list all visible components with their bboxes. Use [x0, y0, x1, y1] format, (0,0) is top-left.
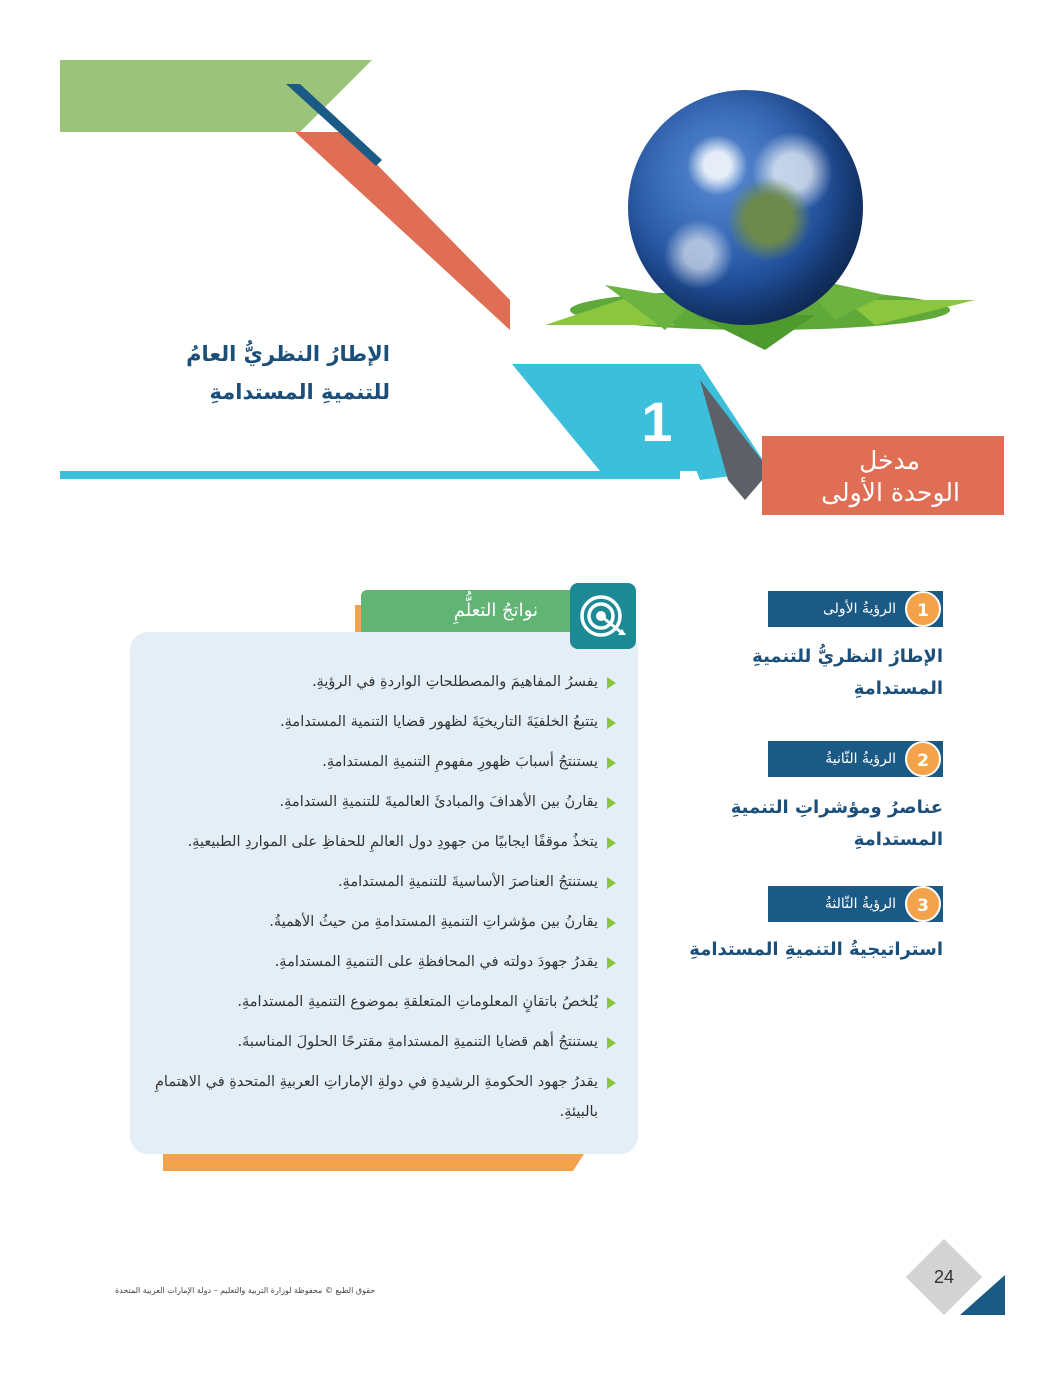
outcome-item: يستنتجُ أهم قضايا التنميةِ المستدامةِ مقترحًا الحلولَ المناسبةَ.: [152, 1022, 616, 1062]
unit-title-line2: للتنميةِ المستدامةِ: [209, 380, 390, 404]
outcome-item: يتتبعُ الخلفيَةَ التاريخيَةَ لظهور قضايا التنمية المستدامةِ.: [152, 702, 616, 742]
earth-icon: [628, 90, 863, 325]
outcomes-list: [152, 662, 616, 1127]
vision-3-label: الرؤيةُ الثّالثةُ: [824, 896, 896, 912]
orange-diagonal-stripe: [295, 132, 510, 330]
target-icon: [578, 591, 628, 641]
vision-1-number: 1: [905, 591, 941, 627]
outcome-item: يقارنُ بين الأهدافَ والمبادئَ العالميةَ للتنميةِ الستدامةِ.: [152, 782, 616, 822]
unit-label-box: [762, 436, 1004, 515]
unit-number: 1: [641, 390, 673, 453]
unit-title-line1: الإطارُ النظريُّ العامُ: [186, 342, 390, 366]
vision-3-number: 3: [905, 886, 941, 922]
vision-2-number: 2: [905, 741, 941, 777]
vision-1-title-line1: الإطارُ النظريُّ للتنميةِ: [752, 646, 943, 667]
outcome-item: يقارنُ بين مؤشراتِ التنميةِ المستدامةِ من حيثُ الأهميةُ.: [152, 902, 616, 942]
vision-2-title-line2: المستدامةِ: [853, 829, 943, 850]
vision-3-title-line1: استراتيجيةُ التنميةِ المستدامةِ: [689, 939, 943, 960]
copyright-notice: حقوق الطبع © محفوظة لوزارة التربية والتعليم – دولة الإمارات العربية المتحدة: [115, 1286, 376, 1295]
cyan-underline: [60, 471, 680, 479]
outcome-item: يقدرُ جهود الحكومةِ الرشيدةِ في دولةِ الإماراتِ العربيةِ المتحدةِ في الاهتمامِ بالبيئةِ.: [152, 1062, 616, 1127]
learning-outcomes-panel: [130, 632, 638, 1154]
vision-2-title-line1: عناصرُ ومؤشراتِ التنميةِ: [730, 797, 943, 818]
outcome-item: يتخذُ موقفًا ايجابيًا من جهودِ دول العالمِ للحفاظِ على المواردِ الطبيعيةِ.: [152, 822, 616, 862]
outcome-item: يفسرُ المفاهيمَ والمصطلحاتِ الواردةِ في الرؤيةِ.: [152, 662, 616, 702]
unit-intro-label: مدخل: [859, 446, 920, 475]
target-icon-box: [570, 583, 636, 649]
vision-2-title: [660, 792, 943, 856]
vision-1-title-line2: المستدامةِ: [853, 678, 943, 699]
vision-2-label: الرؤيةُ الثّانيةُ: [825, 751, 896, 767]
vision-3-title: [660, 934, 943, 966]
outcome-item: يستنتجُ العناصرَ الأساسيةَ للتنميةِ المستدامةِ.: [152, 862, 616, 902]
outcome-item: يقدرُ جهودَ دولته في المحافظةِ على التنميةِ المستدامةِ.: [152, 942, 616, 982]
vision-1-label: الرؤيةُ الأولى: [822, 601, 896, 617]
unit-name-label: الوحدة الأولى: [821, 478, 960, 507]
outcome-item: يُلخصُ باتقانٍ المعلوماتِ المتعلقةِ بموضوع التنميةِ المستدامةِ.: [152, 982, 616, 1022]
outcome-item: يستنتجُ أسبابَ ظهورِ مفهومِ التنميةِ المستدامةِ.: [152, 742, 616, 782]
page-number: 24: [933, 1267, 955, 1287]
outcomes-heading: نواتجُ التعلُّمِ: [361, 590, 586, 632]
vision-1-title: [660, 641, 943, 705]
unit-title: [150, 335, 390, 411]
